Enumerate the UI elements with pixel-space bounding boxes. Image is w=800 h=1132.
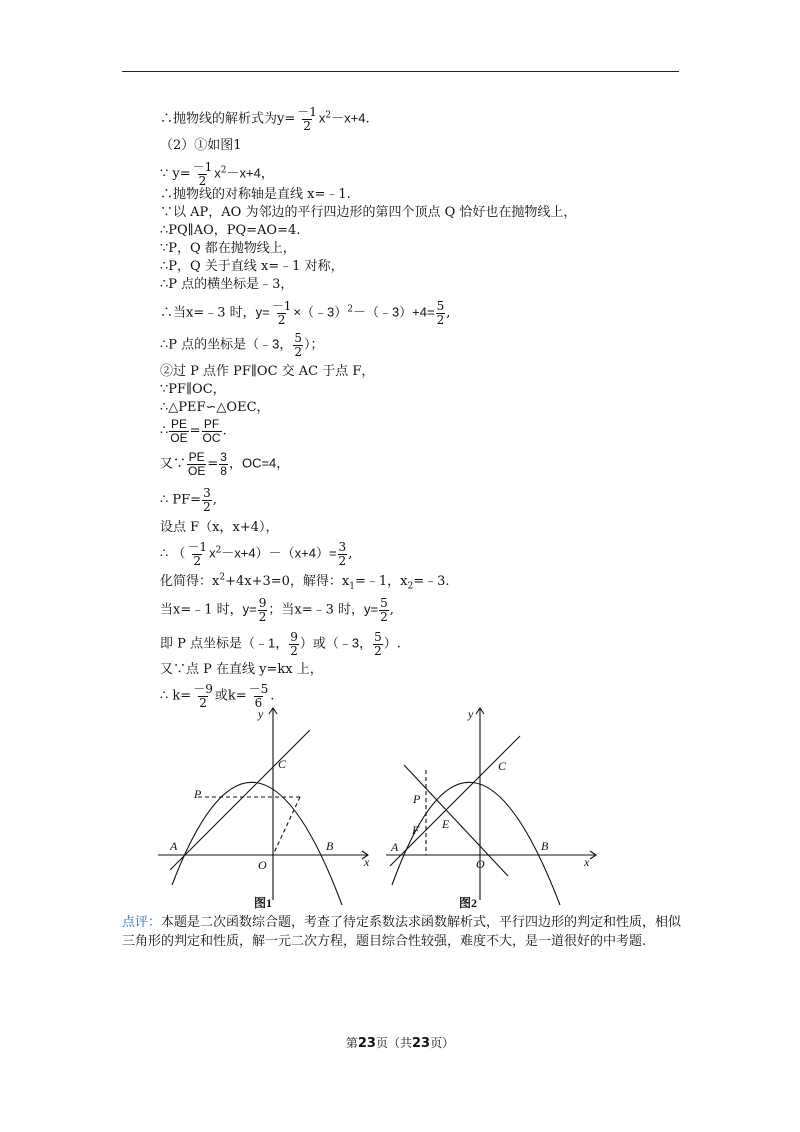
fraction: $\frac{-1}{2}$ <box>192 160 213 188</box>
fraction: $\frac{3}{2}$ <box>203 486 211 514</box>
solution-line-3: ∵ y= $\frac{-1}{2}$ $x^2-x+4$， <box>160 160 274 188</box>
fraction: $\frac{PE}{OE}$ <box>170 417 188 445</box>
fraction: $\frac{-9}{2}$ <box>193 682 213 710</box>
label-p: P <box>413 792 421 806</box>
fraction: $\frac{PF}{OC}$ <box>202 417 221 445</box>
label-o: O <box>258 858 267 872</box>
line-po <box>404 765 508 876</box>
page-number: 23 <box>357 1036 376 1051</box>
fraction: $\frac{5}{2}$ <box>380 596 388 624</box>
caption: 图2 <box>459 896 478 910</box>
line-ac <box>170 730 310 870</box>
solution-line-22: 即 P 点坐标是（﹣1， $\frac{9}{2}$ ）或（﹣3， $\frac{5}{2}$ ）. <box>160 630 401 658</box>
fraction: $\frac{3}{8}$ <box>220 450 227 478</box>
solution-line-19: ∴ （ $\frac{-1}{2}$ $x^2-x+4)-(x+4)=$ $\frac{3}{2}$ , <box>160 540 353 568</box>
fraction: $\frac{-1}{2}$ <box>187 540 208 568</box>
label-a: A <box>170 839 178 853</box>
label-x: x <box>364 855 370 869</box>
label-y: y <box>258 707 264 721</box>
solution-line-4: ∴抛物线的对称轴是直线 x=﹣1. <box>160 187 351 202</box>
page-footer: 第23页（共23页） <box>345 1036 455 1051</box>
solution-line-16: 又∵ $\frac{PE}{OE}$ = $\frac{3}{8}$ ，OC=4， <box>160 450 290 478</box>
fraction: $\frac{3}{2}$ <box>338 540 347 568</box>
solution-line-20: 化简得：$x^2+4x+3=0$，解得：$x_1=﹣1$，$x_2=﹣3$. <box>160 572 450 592</box>
fraction: $\frac{-1}{2}$ <box>271 299 292 327</box>
solution-line-1: ∴抛物线的解析式为y= $\frac{-1}{2}$ $x^2-x+4$. <box>160 105 370 133</box>
page-total: 23 <box>412 1036 431 1051</box>
fraction: $\frac{5}{2}$ <box>436 299 445 327</box>
caption: 图1 <box>254 896 273 910</box>
fraction: $\frac{9}{2}$ <box>258 596 267 624</box>
label-o: O <box>476 857 485 871</box>
label-y: y <box>468 707 474 721</box>
solution-line-13: ∵PF∥OC， <box>160 382 226 397</box>
fraction: $\frac{9}{2}$ <box>290 630 298 658</box>
solution-line-11: ∴P 点的坐标是（﹣3， $\frac{5}{2}$ ）； <box>160 331 324 359</box>
label-x: x <box>584 855 590 869</box>
solution-line-17: ∴ PF= $\frac{3}{2}$ , <box>160 486 217 514</box>
solution-line-18: 设点 F（x，x+4）， <box>160 520 279 535</box>
label-e: E <box>442 817 450 831</box>
header-rule <box>122 71 679 72</box>
solution-line-7: ∵P，Q 都在抛物线上， <box>160 241 296 256</box>
solution-line-21: 当x=﹣1 时，y= $\frac{9}{2}$ ；当x=﹣3 时，y= $\frac{5}{2}$ , <box>160 596 394 624</box>
solution-line-15: ∴ $\frac{PE}{OE}$ = $\frac{PF}{OC}$ . <box>160 417 227 445</box>
solution-line-24: ∴ k= $\frac{-9}{2}$ 或k= $\frac{-5}{6}$ . <box>160 682 275 710</box>
solution-line-5: ∵以 AP，AO 为邻边的平行四边形的第四个顶点 Q 恰好也在抛物线上， <box>160 205 577 220</box>
fraction: $\frac{-1}{2}$ <box>297 105 317 133</box>
fraction: $\frac{5}{2}$ <box>374 630 382 658</box>
label-f: F <box>412 823 420 837</box>
figure-1 <box>150 700 380 910</box>
fraction: $\frac{-5}{6}$ <box>248 682 269 710</box>
fraction: $\frac{PE}{OE}$ <box>188 450 206 478</box>
comment-text: 本题是二次函数综合题，考查了待定系数法求函数解析式，平行四边形的判定和性质，相似三角形的判定和性质，解一元二次方程，题目综合性较强，难度不大，是一道很好的中考题. <box>122 915 682 949</box>
dashed-qo <box>273 797 300 855</box>
comment-label: 点评： <box>122 915 162 930</box>
label-p: P <box>194 787 202 801</box>
label-b: B <box>326 839 334 853</box>
solution-line-23: 又∵点 P 在直线 y=kx 上， <box>160 662 323 677</box>
solution-line-10: ∴当x=﹣3 时，y= $\frac{-1}{2}$ ×（﹣3）$^2$－（﹣3）+4= $\frac{5}{2}$ , <box>160 299 451 327</box>
solution-line-12: ②过 P 点作 PF∥OC 交 AC 于点 F， <box>160 364 375 379</box>
label-b: B <box>541 839 549 853</box>
solution-line-8: ∴P，Q 关于直线 x=﹣1 对称， <box>160 259 344 274</box>
label-a: A <box>391 840 399 854</box>
fraction: $\frac{5}{2}$ <box>294 331 303 359</box>
label-c: C <box>498 759 507 773</box>
label-c: C <box>278 757 287 771</box>
line-ac <box>390 736 520 866</box>
solution-line-6: ∴PQ∥AO，PQ=AO=4. <box>160 223 301 238</box>
solution-line-9: ∴P 点的横坐标是﹣3， <box>160 277 294 292</box>
solution-line-14: ∴△PEF∽△OEC， <box>160 400 270 415</box>
solution-line-2: （2）①如图1 <box>160 138 242 153</box>
comment <box>122 913 682 951</box>
figure-2 <box>378 700 608 910</box>
